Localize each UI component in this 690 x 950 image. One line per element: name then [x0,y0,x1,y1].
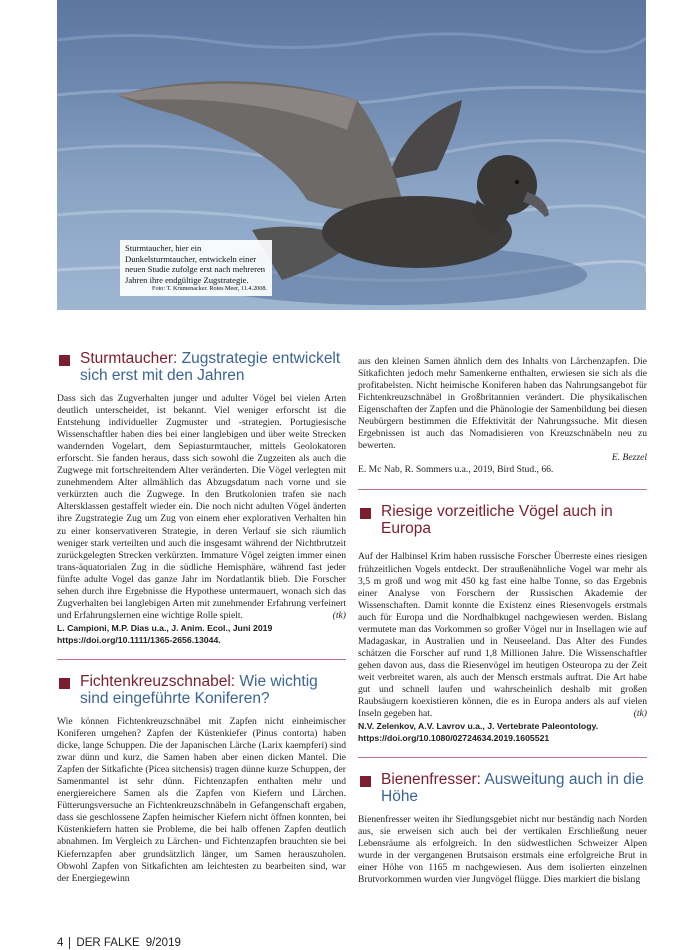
bienenfresser-text: Bienenfresser weiten ihr Siedlungsgebiet nicht nur beständig nach Norden aus, sie erweisen sich auch bei der vertikalen Erschließung neuer Lebensräume als erfolgreich. In den südwestlichen Schweizer Alpen wurde in der vergangenen Brutsaison erstmals eine erfolgreiche Brut in einer Höhe von 1165 m nachgewiesen. Aus dem isolierten einzelnen Brutvorkommen wurden vier Jungvögel flügge. Dies markiert die bislang [358,814,647,886]
sturmtaucher-heading [57,350,346,384]
fichtenkreuzschnabel-article-part1 [57,716,346,885]
caption-text: Sturmtaucher, hier ein Dunkelsturmtaucher, entwickeln einer neuen Studie zufolge erst nach mehreren Jahren ihre endgültige Zugstrategie. [125,243,266,285]
footer-divider [69,937,70,949]
heading-square-icon [59,355,70,366]
section-divider [358,757,647,758]
sturmtaucher-article [57,393,346,646]
riesige-doi[interactable]: https://doi.org/10.1080/02724634.2019.1605521 [358,733,550,744]
left-column [57,350,346,885]
fichtenkreuzschnabel-title: Fichtenkreuzschnabel: [80,672,236,690]
fichtenkreuzschnabel-subtitle: Wie wichtig sind eingeführte Koniferen? [80,672,318,707]
fichtenkreuzschnabel-article-part2 [358,356,647,476]
fichtenkreuzschnabel-text-right: aus den kleinen Samen ähnlich dem des Inhalts von Lärchenzapfen. Die Sitkafichten jedoch mehr Samenkerne enthalten, erwiesen sie sich als die profitabelsten. Nicht heimische Koniferen haben das Nahrungsangebot für Fichtenkreuzschnäbel in Großbritannien verändert. Die physikalischen Eigenschaften der Zapfen und die Phänologie der Samenbildung bei diesen Neubürgern bestimmen die Effektivität der Nahrungssuche. Mit diesen Ergebnissen ist auch das Nomadisieren von Kreuzschnäbeln neu zu bewerten. [358,356,647,452]
sturmtaucher-author: (tk) [332,609,346,621]
sturmtaucher-text: Dass sich das Zugverhalten junger und adulter Vögel bei vielen Arten deutlich unterscheidet, ist bekannt. Viel weniger erforscht ist die Entstehung individueller Zugmuster und -strategien. Portugiesische Wissenschaftler haben dies bei einer langlebigen und über weite Strecken wandernden Vogelart, dem Sepiasturmtaucher, mittels Geolokatoren erforscht. Sie fanden heraus, dass sich sowohl die Zugzeiten als auch die Zugwege mit fortschreitendem Alter veränderten. Die Vögel verlegten mit zunehmendem Alter allmählich das Abzugsdatum nach vorne und sie verkürzten auch die Zugwege. In den Brutkolonien trafen sie nach Altersklassen gestaffelt wieder ein. Die noch nicht adulten Vögel änderten ihre Zugstrategie Zug um Zug von einem eher explorativen Verhalten hin zu einer konservativeren Strategie, in deren Verlauf sie sich räumlich weniger stark verteilten und auch die insgesamt während der Nichtbrutzeit zurückgelegten Strecken verkürzten. Immature Vögel zeigten immer einen trans-äquatorialen Zug in die südliche Hemisphäre, während fast jeder fünfte adulte Vogel das ganze Jahr im Nordatlantik blieb. Die Forscher sehen durch ihre Ergebnisse die Hypothese untermauert, wonach sich das Zugverhalten bei langlebigen Arten mit zunehmender Erfahrung verfeinert und Erfahrungslernen eine wichtige Rolle spielt. [57,393,346,621]
riesige-article [358,551,647,744]
fichtenkreuzschnabel-text-left: Wie können Fichtenkreuzschnäbel mit Zapfen nicht einheimischer Koniferen umgehen? Zapfen der Küstenkiefer (Pinus contorta) haben dicke, lange Schuppen. Die der Japanischen Lärche (Larix kaempferi) sind zwar dünn und kurz, die Samen haben aber einen dicken Mantel. Die Zapfen der Sitkafichte (Picea sitchensis) tragen dünne kurze Schuppen, der Samenmantel ist sehr dünn. Fichtenzapfen enthalten mehr und energiereichere Samen als die Zapfen von Kiefern und Lärchen. Fütterungsversuche an Fichtenkreuzschnäbeln in Gefangenschaft ergaben, dass sie geschlossene Zapfen heimischer Kiefern nicht öffnen konnten, bei Küstenkiefern hatten sie Probleme, die bei halb offenen Zapfen deutlich abnahmen. Im Vergleich zu Lärchen- und Fichtenzapfen brauchten sie bei Kiefernzapfen aber grundsätzlich länger, um Samen herauszuholen. Obwohl Zapfen von Sitkafichten am leichtesten zu bearbeiten sind, war der Energiegewinn [57,715,346,884]
heading-square-icon [360,508,371,519]
sturmtaucher-title: Sturmtaucher: [80,350,178,367]
page-number: 4 [57,937,64,949]
page-footer [57,937,181,949]
section-divider [57,659,346,660]
sturmtaucher-body [57,393,346,622]
riesige-text: Auf der Halbinsel Krim haben russische Forscher Überreste eines riesigen frühzeitlichen Vogels entdeckt. Der straußenähnliche Vogel war mehr als 3,5 m groß und wog mit 450 kg fast eine halbe Tonne, so das Ergebnis einer Analyse von Forschern der Russischen Akademie der Wissenschaften. Damit konnte die Existenz eines Riesenvogels erstmals auch für Europa und die Nordhalbkugel nachgewiesen werden. Bislang vermutete man das Vorkommen so großer Vögel nur in Insellagen wie auf Madagaskar, in Australien und in Neuseeland. Das Alter des Fundes schätzen die Forscher auf rund 1,8 Millionen Jahre. Die Wissenschaftler gehen davon aus, dass die Riesenvögel im heutigen Osteuropa zu der Zeit weit verbreitet waren, als auch der Mensch erstmals auftrat. Die Art habe gut und schnell laufen und wahrscheinlich deshalb mit großen Raubsäugern koexistieren können, die es in Europa anders als auf vielen Inseln gegeben hat. [358,551,647,720]
right-column [358,356,647,887]
photo-credit: Foto: T. Krumenacker. Rotes Meer, 11.4.2008. [152,285,267,293]
fichtenkreuzschnabel-author: E. Bezzel [611,452,647,464]
bienenfresser-subtitle: Ausweitung auch in die Höhe [381,771,644,806]
photo-caption [120,240,272,296]
bird-photo [57,0,646,310]
heading-square-icon [360,776,371,787]
fichtenkreuzschnabel-heading [57,673,346,707]
bienenfresser-title: Bienenfresser: [381,771,481,789]
sturmtaucher-doi[interactable]: https://doi.org/10.1111/1365-2656.13044. [57,634,221,645]
sturmtaucher-subtitle: Zugstrategie entwickelt sich erst mit den Jahren [80,350,341,384]
section-divider [358,489,647,490]
riesige-title: Riesige vorzeitliche Vögel auch in Europa [381,503,613,538]
bienenfresser-article [358,814,647,886]
issue-number: 9/2019 [145,937,181,949]
riesige-heading [358,503,647,537]
fichtenkreuzschnabel-reference: E. Mc Nab, R. Sommers u.a., 2019, Bird Stud., 66. [358,464,554,476]
riesige-reference: N.V. Zelenkov, A.V. Lavrov u.a., J. Vertebrate Paleontology. [358,721,599,732]
riesige-author: (tk) [633,708,647,720]
sturmtaucher-reference: L. Campioni, M.P. Dias u.a., J. Anim. Ecol., Juni 2019 [57,622,273,633]
heading-square-icon [59,678,70,689]
riesige-body [358,551,647,720]
magazine-name: DER FALKE [76,937,140,949]
bienenfresser-heading [358,771,647,805]
